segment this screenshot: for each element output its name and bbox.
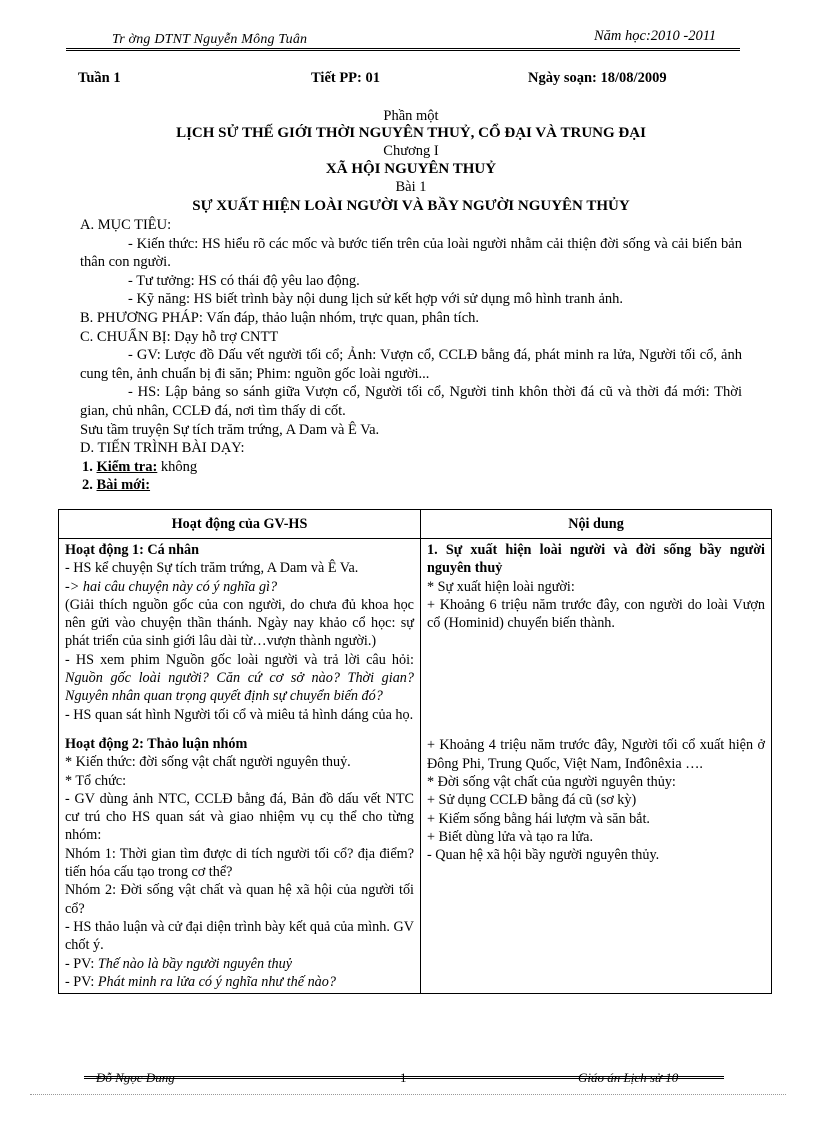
activity-line-text: - PV:	[65, 973, 98, 990]
content-line: - Quan hệ xã hội bầy người nguyên thủy.	[427, 847, 660, 864]
chapter-label: Chương I	[383, 143, 439, 159]
part-title: LỊCH SỬ THẾ GIỚI THỜI NGUYÊN THUỶ, CỔ ĐẠI VÀ TRUNG ĐẠI	[176, 125, 646, 141]
activity-line: Nhóm 2: Đời sống vật chất và quan hệ xã hội của người tối cổ?	[65, 882, 414, 917]
preparation-collect: Sưu tầm truyện Sự tích trăm trứng, A Dam và Ê Va.	[80, 421, 380, 438]
activity-line	[65, 955, 414, 973]
lesson-label: Bài 1	[395, 179, 427, 195]
activity-line: -> hai câu chuyện này có ý nghĩa gì?	[65, 578, 278, 595]
activity-question: Nguồn gốc loài người? Căn cứ cơ sở nào? Thời gian? Nguyên nhân quan trọng quyết định sự chuyển biến đó?	[65, 670, 414, 705]
step-check-value: không	[157, 458, 198, 475]
activity-line: (Giải thích nguồn gốc của con người, do chưa đủ khoa học nên gửi vào chuyện thần thánh. Ngày nay khảo cổ học: sự phát triển của sinh giới lâu dài từ…vượn thành người.)	[65, 596, 414, 650]
activity-line-text: - PV:	[65, 955, 98, 972]
preparation-teacher: - GV: Lược đồ Dấu vết người tối cổ; Ảnh: Vượn cổ, CCLĐ bằng đá, phát minh ra lửa, Người tối cổ, ảnh cung tên, ảnh chuẩn bị đi săn; Phim: nguồn gốc loài người...	[80, 347, 742, 382]
step-new-num: 2.	[82, 477, 93, 494]
step-new-label: Bài mới:	[96, 477, 151, 494]
activity-question: Thế nào là bầy người nguyên thuỷ	[97, 955, 293, 972]
step-check	[80, 458, 742, 477]
activity-line: - HS quan sát hình Người tối cổ và miêu tả hình dáng của họ.	[65, 706, 414, 723]
step-check-label: Kiểm tra:	[96, 458, 158, 475]
objective-knowledge: - Kiến thức: HS hiểu rõ các mốc và bước tiến trên của loài người nhằm cải thiện đời sống và cải biến bản thân con người.	[80, 235, 742, 271]
date-label: Ngày soạn: 18/08/2009	[528, 70, 667, 86]
step-check-num: 1.	[82, 458, 93, 475]
content-heading: 1. Sự xuất hiện loài người và đời sống bầy người nguyên thuỷ	[427, 542, 765, 577]
activity-line-text: - HS xem phim Nguồn gốc loài người và trả lời câu hỏi:	[65, 651, 414, 668]
content-line: * Đời sống vật chất của người nguyên thủy:	[427, 774, 676, 791]
content-line: + Khoảng 6 triệu năm trước đây, con người do loài Vượn cổ (Hominid) chuyển biến thành.	[427, 596, 765, 632]
content-line: + Khoảng 4 triệu năm trước đây, Người tối cổ xuất hiện ở Đông Phi, Trung Quốc, Việt Nam, Inđônêxia ….	[427, 737, 765, 772]
section-preparation: C. CHUẨN BỊ: Dạy hỗ trợ CNTT	[80, 328, 279, 345]
chapter-title: XÃ HỘI NGUYÊN THUỶ	[325, 161, 497, 177]
header-divider	[66, 48, 740, 51]
content-line: + Kiếm sống bằng hái lượm và săn bắt.	[427, 810, 650, 827]
activity-line: - GV dùng ảnh NTC, CCLĐ bằng đá, Bản đồ dấu vết NTC cư trú cho HS quan sát và giao nhiệm vụ cụ thể cho từng nhóm:	[65, 790, 414, 844]
section-method: B. PHƯƠNG PHÁP: Vấn đáp, thảo luận nhóm, trực quan, phân tích.	[80, 309, 480, 326]
week-label: Tuần 1	[78, 70, 121, 86]
spacer	[65, 724, 414, 735]
column-header-content: Nội dung	[421, 510, 772, 539]
activity-line: * Kiến thức: đời sống vật chất người nguyên thuỷ.	[65, 754, 351, 771]
period-label: Tiết PP: 01	[311, 70, 380, 86]
preparation-student: - HS: Lập bảng so sánh giữa Vượn cổ, Người tối cổ, Người tinh khôn thời đá cũ và thời đá mới: Thời gian, chủ nhân, CCLĐ đá, nơi tìm thấy di cốt.	[80, 384, 742, 419]
objective-attitude: - Tư tưởng: HS có thái độ yêu lao động.	[128, 272, 360, 289]
school-year: Năm học:2010 -2011	[594, 28, 717, 44]
footer-author: Đỗ Ngọc Dung	[96, 1070, 175, 1085]
section-objectives-heading: A. MỤC TIÊU:	[80, 217, 172, 233]
activity-line: - HS thảo luận và cử đại diện trình bày kết quả của mình. GV chốt ý.	[65, 918, 414, 954]
activity-line: - HS kể chuyện Sự tích trăm trứng, A Dam và Ê Va.	[65, 560, 359, 577]
school-name: Tr ờng DTNT Nguyễn Mông Tuân	[112, 32, 308, 47]
part-label: Phần một	[383, 108, 439, 124]
activity-line	[65, 651, 414, 706]
page-bottom-dotted-line	[30, 1094, 786, 1095]
activity-table	[58, 509, 772, 994]
lesson-body	[80, 216, 742, 495]
footer-doc-title: Giáo án Lịch sử 10	[578, 1070, 679, 1085]
lesson-title: SỰ XUẤT HIỆN LOÀI NGƯỜI VÀ BẦY NGƯỜI NGUYÊN THỦY	[192, 198, 630, 214]
table-header-row	[59, 510, 772, 539]
activity-line: * Tổ chức:	[65, 772, 127, 789]
activity-2-heading: Hoạt động 2: Thảo luận nhóm	[65, 735, 248, 752]
footer-divider	[84, 1076, 724, 1079]
content-line: + Sử dụng CCLĐ bằng đá cũ (sơ kỳ)	[427, 792, 637, 809]
activity-line: Nhóm 1: Thời gian tìm được di tích người tối cổ? địa điểm? tiến hóa cấu tạo trong cơ thể?	[65, 845, 414, 881]
objective-skill: - Kỹ năng: HS biết trình bày nội dung lịch sử kết hợp với sử dụng mô hình tranh ảnh.	[128, 291, 624, 308]
activity-1-heading: Hoạt động 1: Cá nhân	[65, 542, 200, 558]
column-header-activities: Hoạt động của GV-HS	[59, 510, 421, 539]
step-new-lesson	[80, 476, 742, 495]
section-process: D. TIẾN TRÌNH BÀI DẠY:	[80, 440, 245, 457]
content-line: * Sự xuất hiện loài người:	[427, 578, 575, 595]
content-line: + Biết dùng lửa và tạo ra lửa.	[427, 828, 593, 845]
footer-page-number: 1	[400, 1070, 407, 1085]
spacer	[427, 632, 765, 736]
activity-question: Phát minh ra lửa có ý nghĩa như thế nào?	[97, 973, 336, 990]
content-cell	[421, 539, 772, 994]
activity-line	[65, 973, 414, 991]
table-row	[59, 539, 772, 994]
activities-cell	[59, 539, 421, 994]
